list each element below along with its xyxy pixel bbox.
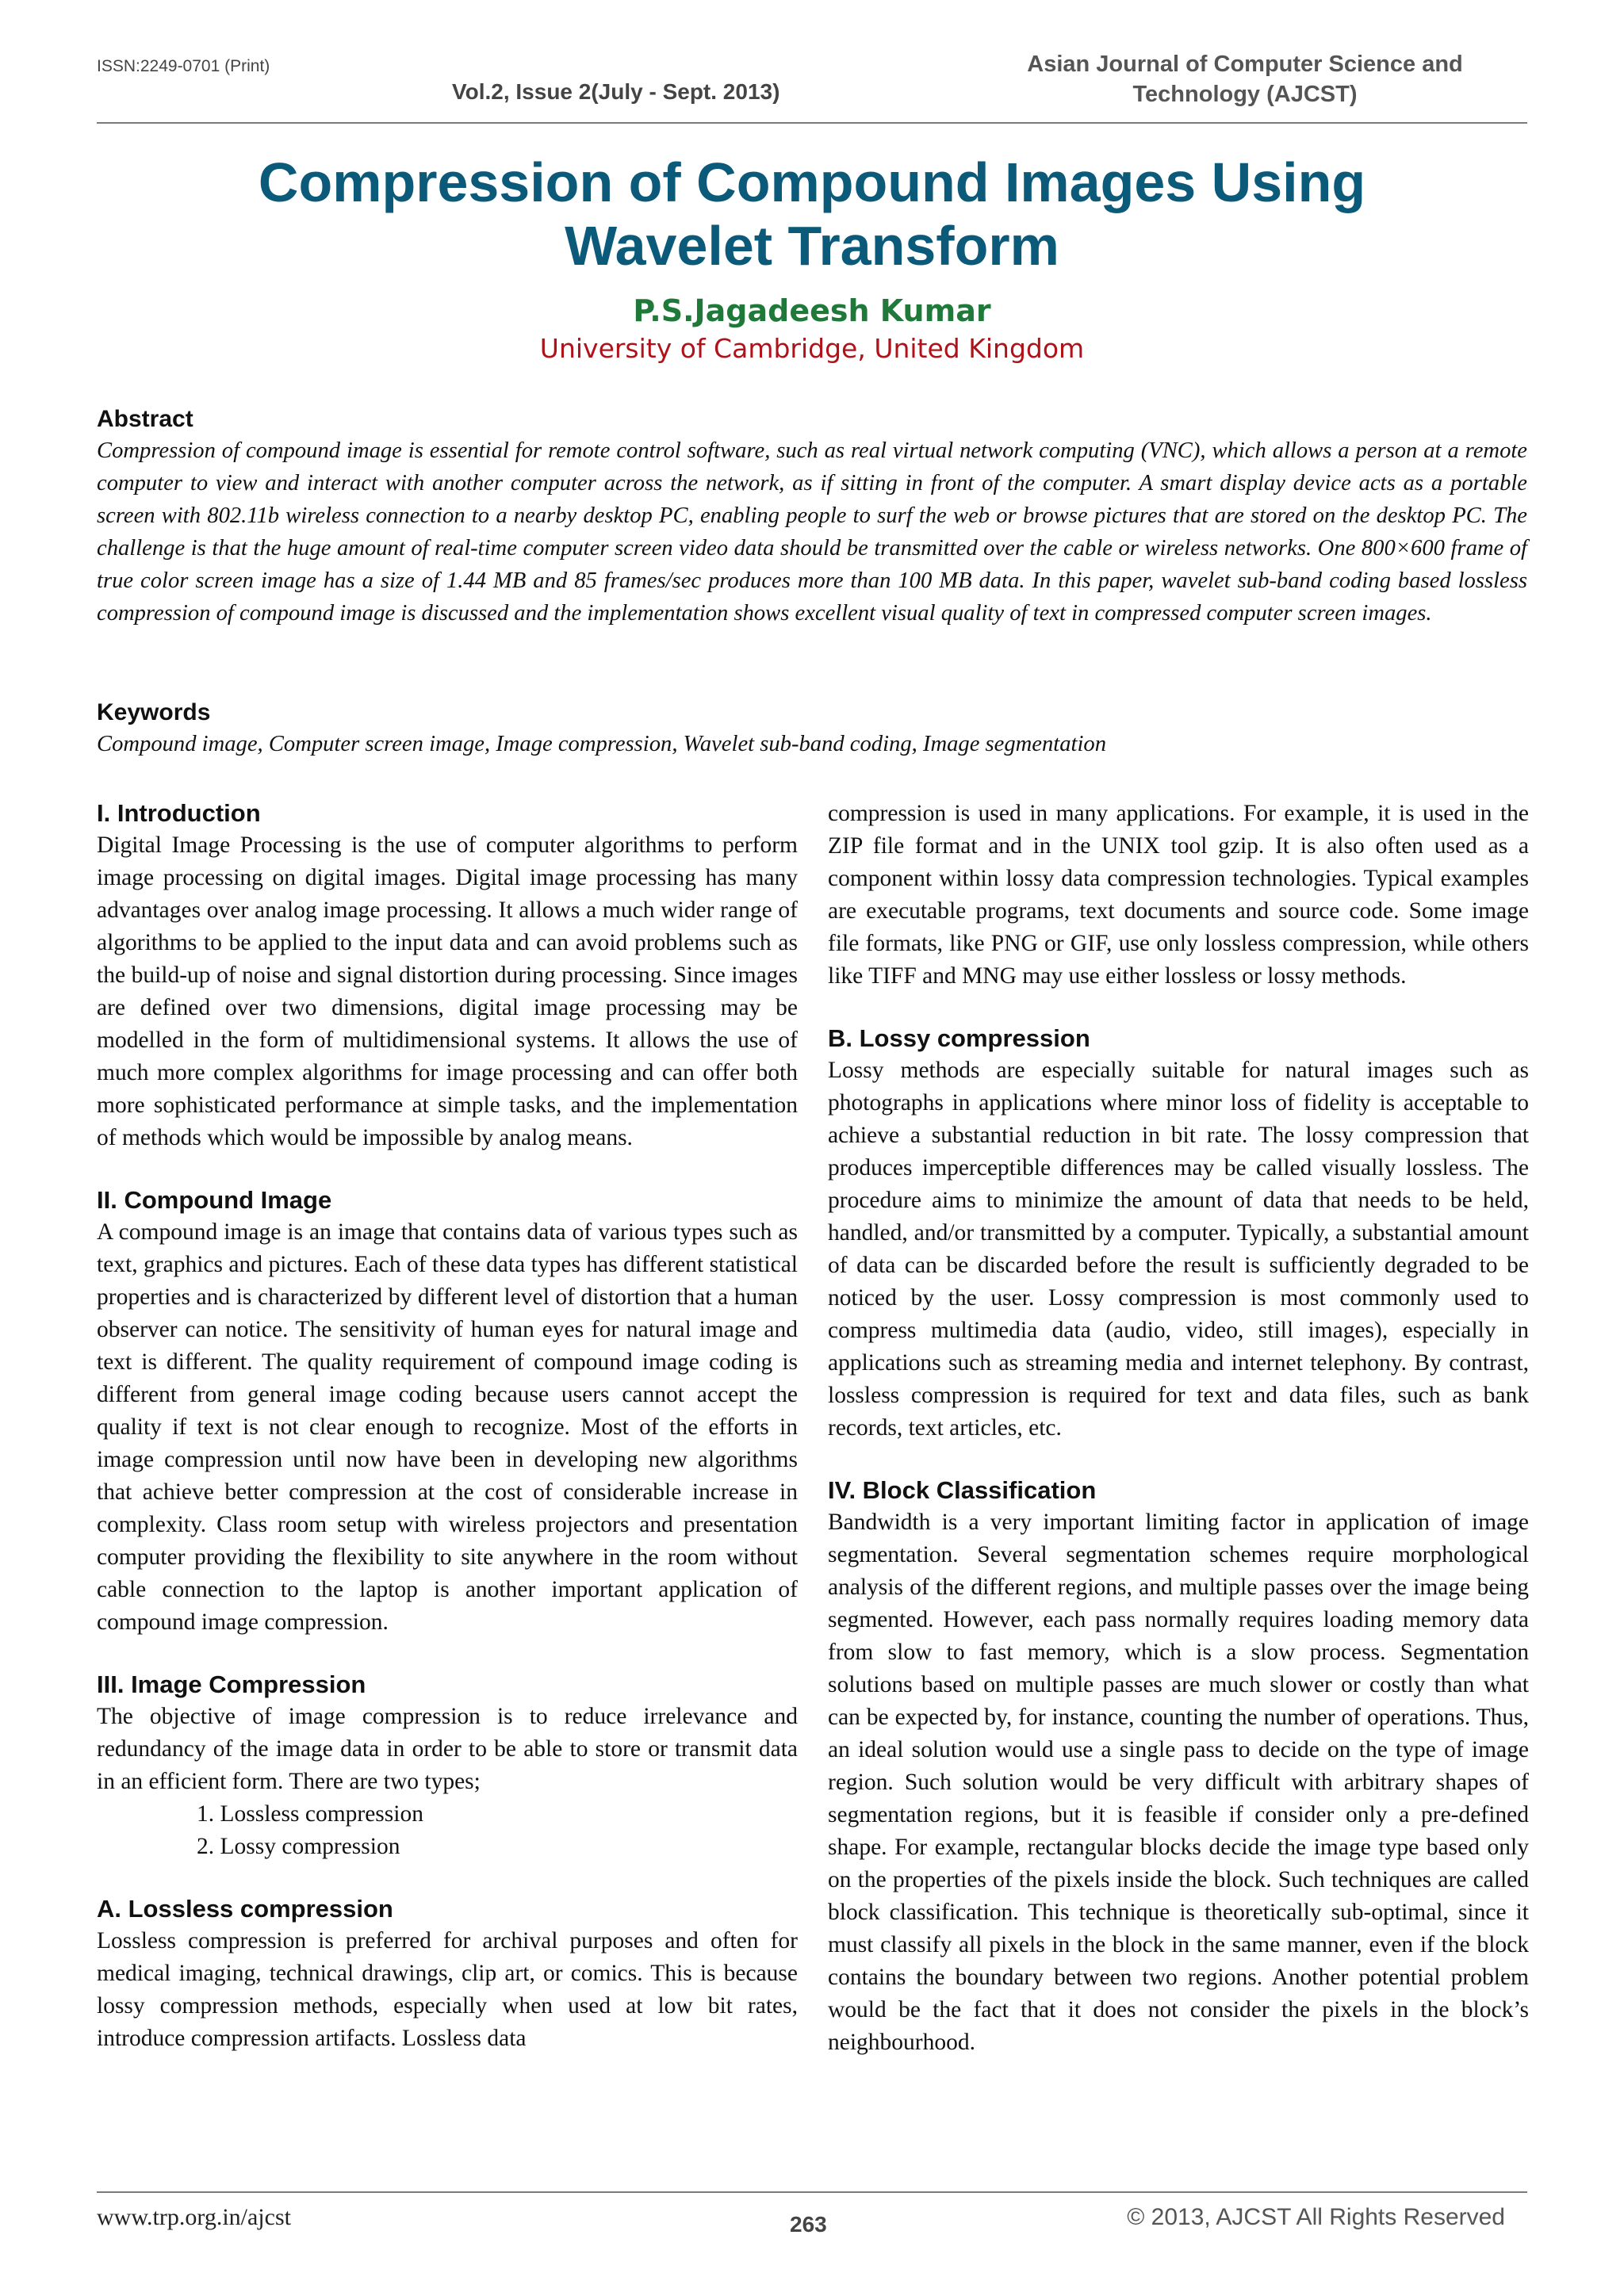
paper-title-line1: Compression of Compound Images Using bbox=[258, 151, 1366, 213]
lossless-compression-continued-text: compression is used in many applications. For example, it is used in the ZIP file format and in the UNIX tool gzip. It is also often used as a component within lossy data compression technologies. Typical examples are executable programs, text documents and source code. Some image file formats, like PNG or GIF, use only lossless compression, while others like TIFF and MNG may use either lossless or lossy methods. bbox=[828, 801, 1529, 989]
left-column bbox=[97, 798, 798, 2055]
paper-title bbox=[97, 151, 1527, 277]
keywords-heading: Keywords bbox=[97, 699, 211, 725]
block-classification-heading: IV. Block Classification bbox=[828, 1476, 1097, 1504]
footer-url: www.trp.org.in/ajcst bbox=[97, 2204, 291, 2230]
abstract-text: Compression of compound image is essential for remote control software, such as real virtual network computing (VNC), which allows a person at a remote computer to view and interact with another computer across the network, as if sitting in front of the computer. A smart display device acts as a portable screen with 802.11b wireless connection to a nearby desktop PC, enabling people to surf the web or browse pictures that are stored on the desktop PC. The challenge is that the huge amount of real-time computer screen video data should be transmitted over the cable or wireless networks. One 800×600 frame of true color screen image has a size of 1.44 MB and 85 frames/sec produces more than 100 MB data. In this paper, wavelet sub-band coding based lossless compression of compound image is discussed and the implementation shows excellent visual quality of text in compressed computer screen images. bbox=[97, 438, 1527, 626]
introduction-heading: I. Introduction bbox=[97, 799, 261, 827]
paper-title-line2: Wavelet Transform bbox=[565, 215, 1059, 277]
list-item: 2. Lossy compression bbox=[197, 1834, 400, 1859]
issn-label: ISSN:2249-0701 (Print) bbox=[97, 57, 270, 75]
keywords-section bbox=[97, 699, 1527, 760]
block-classification-text: Bandwidth is a very important limiting factor in application of image segmentation. Several segmentation schemes require morphological analysis of the different regions, and multiple passes over the image being segmented. However, each pass normally requires loading memory data from slow to fast memory, which is a slow process. Segmentation solutions based on multiple passes are much slower or costly than what can be expected by, for instance, counting the number of operations. Thus, an ideal solution would use a single pass to decide on the type of image region. Such solution would be very difficult with arbitrary shapes of segmentation regions, but it is feasible if consider only a pre-defined shape. For example, rectangular blocks decide the image type based only on the properties of the pixels inside the block. Such techniques are called block classification. This technique is theoretically sub-optimal, since it must classify all pixels in the block in the same manner, even if the block contains the boundary between two regions. Another potential problem would be the fact that it does not consider the pixels in the block’s neighbourhood. bbox=[828, 1510, 1529, 2055]
abstract-heading: Abstract bbox=[97, 406, 193, 432]
page-number: 263 bbox=[790, 2212, 827, 2237]
lossy-compression-heading: B. Lossy compression bbox=[828, 1024, 1090, 1052]
lossy-compression-text: Lossy methods are especially suitable for natural images such as photographs in applications where minor loss of fidelity is acceptable to achieve a substantial reduction in bit rate. The lossy compression that produces imperceptible differences may be called visually lossless. The procedure aims to minimize the amount of data that needs to be held, handled, and/or transmitted by a computer. Typically, a substantial amount of data can be discarded before the result is sufficiently degraded to be noticed by the user. Lossy compression is most commonly used to compress multimedia data (audio, video, still images), especially in applications such as streaming media and internet telephony. By contrast, lossless compression is required for text and data files, such as bank records, text articles, etc. bbox=[828, 1058, 1529, 1441]
list-item: 1. Lossless compression bbox=[197, 1801, 423, 1827]
compound-image-heading: II. Compound Image bbox=[97, 1186, 332, 1214]
image-compression-text: The objective of image compression is to reduce irrelevance and redundancy of the image data in order to be able to store or transmit data in an efficient form. There are two types; bbox=[97, 1704, 798, 1794]
journal-name-line2: Technology (AJCST) bbox=[1132, 82, 1358, 107]
header-divider bbox=[97, 122, 1527, 124]
journal-name-line1: Asian Journal of Computer Science and bbox=[1027, 52, 1463, 77]
keywords-text: Compound image, Computer screen image, Image compression, Wavelet sub-band coding, Image segmentation bbox=[97, 732, 1107, 756]
right-column bbox=[828, 798, 1529, 2059]
journal-name bbox=[983, 49, 1507, 109]
footer-divider bbox=[97, 2191, 1527, 2193]
author-affiliation: University of Cambridge, United Kingdom bbox=[539, 333, 1085, 364]
author-name: P.S.Jagadeesh Kumar bbox=[633, 293, 991, 328]
compound-image-text: A compound image is an image that contains data of various types such as text, graphics and pictures. Each of these data types has different statistical properties and is characterized by different level of distortion that a human observer can notice. The sensitivity of human eyes for natural image and text is different. The quality requirement of compound image coding is different from general image coding because users cannot accept the quality if text is not clear enough to recognize. Most of the efforts in image compression until now have been in developing new algorithms that achieve better compression at the cost of considerable increase in complexity. Class room setup with wireless projectors and presentation computer providing the flexibility to site anywhere in the room without cable connection to the laptop is another important application of compound image compression. bbox=[97, 1219, 798, 1635]
volume-label: Vol.2, Issue 2(July - Sept. 2013) bbox=[452, 79, 780, 104]
abstract-section bbox=[97, 406, 1527, 629]
introduction-text: Digital Image Processing is the use of computer algorithms to perform image processing on digital images. Digital image processing has many advantages over analog image processing. It allows a much wider range of algorithms to be applied to the input data and can avoid problems such as the build-up of noise and signal distortion during processing. Since images are defined over two dimensions, digital image processing may be modelled in the form of multidimensional systems. It allows the use of much more complex algorithms for image processing and can offer both more sophisticated performance at simple tasks, and the implementation of methods which would be impossible by analog means. bbox=[97, 832, 798, 1150]
image-compression-heading: III. Image Compression bbox=[97, 1670, 366, 1698]
lossless-compression-heading: A. Lossless compression bbox=[97, 1895, 393, 1923]
copyright-notice: © 2013, AJCST All Rights Reserved bbox=[1127, 2204, 1505, 2230]
lossless-compression-text: Lossless compression is preferred for archival purposes and often for medical imaging, technical drawings, clip art, or comics. This is because lossy compression methods, especially when used at low bit rates, introduce compression artifacts. Lossless data bbox=[97, 1928, 798, 2051]
